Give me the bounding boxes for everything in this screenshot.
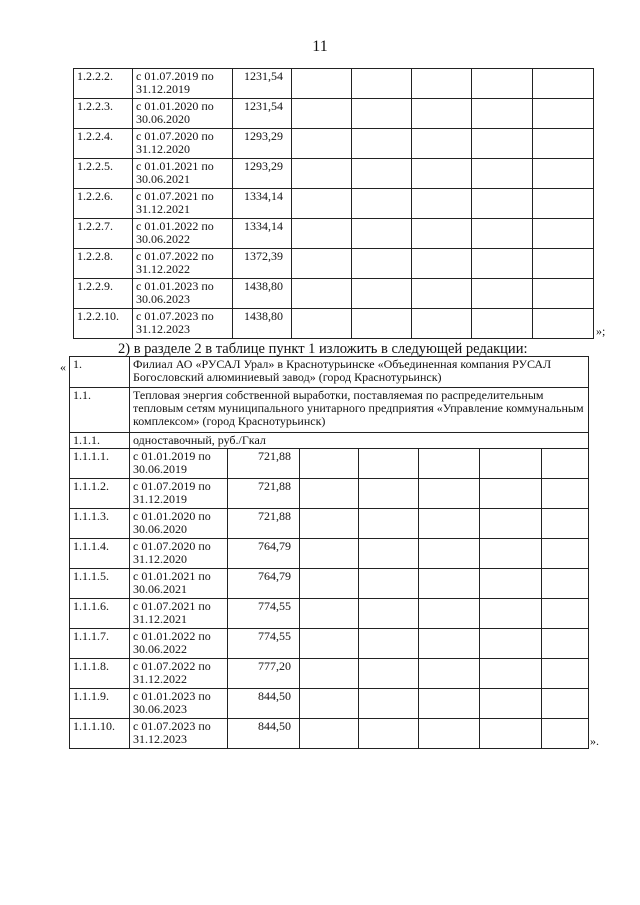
empty-cell — [359, 449, 419, 479]
table-row — [74, 309, 594, 339]
period-cell: с 01.07.2022 по 31.12.2022 — [130, 659, 228, 689]
empty-cell — [480, 629, 542, 659]
row-number-cell: 1.1.1.9. — [70, 689, 130, 719]
empty-cell — [412, 249, 472, 279]
table-row — [70, 479, 589, 509]
empty-cell — [480, 539, 542, 569]
empty-cell — [359, 629, 419, 659]
empty-cell — [472, 159, 533, 189]
empty-cell — [352, 309, 412, 339]
period-cell: с 01.07.2022 по 31.12.2022 — [133, 249, 233, 279]
table-row — [74, 159, 594, 189]
table-row — [70, 539, 589, 569]
empty-cell — [419, 569, 480, 599]
empty-cell — [300, 569, 359, 599]
empty-cell — [480, 599, 542, 629]
empty-cell — [352, 249, 412, 279]
empty-cell — [419, 539, 480, 569]
empty-cell — [419, 509, 480, 539]
period-cell: с 01.01.2021 по 30.06.2021 — [133, 159, 233, 189]
empty-cell — [359, 599, 419, 629]
period-cell: с 01.01.2021 по 30.06.2021 — [130, 569, 228, 599]
period-cell: с 01.01.2019 по 30.06.2019 — [130, 449, 228, 479]
empty-cell — [542, 659, 589, 689]
row-number-cell: 1.1.1.3. — [70, 509, 130, 539]
table-row — [74, 249, 594, 279]
empty-cell — [292, 219, 352, 249]
tariff-value-cell: 1293,29 — [233, 129, 292, 159]
tariff-value-cell: 844,50 — [228, 689, 300, 719]
empty-cell — [480, 659, 542, 689]
tariff-value-cell: 774,55 — [228, 629, 300, 659]
empty-cell — [472, 189, 533, 219]
period-cell: с 01.07.2019 по 31.12.2019 — [133, 69, 233, 99]
tariff-value-cell: 1334,14 — [233, 189, 292, 219]
row-number-cell: 1.1.1.1. — [70, 449, 130, 479]
table-header-row — [70, 433, 589, 449]
empty-cell — [480, 689, 542, 719]
empty-cell — [542, 599, 589, 629]
empty-cell — [480, 719, 542, 749]
tariff-value-cell: 1438,80 — [233, 309, 292, 339]
empty-cell — [359, 719, 419, 749]
empty-cell — [480, 479, 542, 509]
empty-cell — [412, 69, 472, 99]
row-number-cell: 1.2.2.3. — [74, 99, 133, 129]
tariff-value-cell: 721,88 — [228, 449, 300, 479]
section-number-cell: 1.1.1. — [70, 433, 130, 449]
period-cell: с 01.01.2023 по 30.06.2023 — [133, 279, 233, 309]
empty-cell — [533, 309, 594, 339]
empty-cell — [419, 629, 480, 659]
row-number-cell: 1.2.2.10. — [74, 309, 133, 339]
tariff-value-cell: 1231,54 — [233, 69, 292, 99]
table-row — [70, 629, 589, 659]
empty-cell — [419, 719, 480, 749]
empty-cell — [292, 279, 352, 309]
section-number-cell: 1. — [70, 357, 130, 388]
tariff-value-cell: 1372,39 — [233, 249, 292, 279]
section-title-cell: Филиал АО «РУСАЛ Урал» в Краснотурьинске «Объединенная компания РУСАЛ Богословский алюминиевый завод» (город Краснотурьинск) — [130, 357, 589, 388]
opening-quote: « — [60, 360, 66, 374]
empty-cell — [300, 629, 359, 659]
period-cell: с 01.07.2020 по 31.12.2020 — [133, 129, 233, 159]
tariff-table-section2 — [69, 356, 589, 749]
row-number-cell: 1.2.2.8. — [74, 249, 133, 279]
empty-cell — [533, 129, 594, 159]
row-number-cell: 1.1.1.4. — [70, 539, 130, 569]
row-number-cell: 1.2.2.9. — [74, 279, 133, 309]
empty-cell — [419, 599, 480, 629]
empty-cell — [480, 509, 542, 539]
empty-cell — [542, 689, 589, 719]
period-cell: с 01.07.2021 по 31.12.2021 — [130, 599, 228, 629]
table1-closing-mark: »; — [596, 324, 606, 338]
table-row — [74, 189, 594, 219]
row-number-cell: 1.1.1.10. — [70, 719, 130, 749]
period-cell: с 01.01.2022 по 30.06.2022 — [130, 629, 228, 659]
empty-cell — [292, 249, 352, 279]
empty-cell — [359, 659, 419, 689]
empty-cell — [300, 689, 359, 719]
period-cell: с 01.01.2020 по 30.06.2020 — [130, 509, 228, 539]
empty-cell — [533, 159, 594, 189]
row-number-cell: 1.1.1.8. — [70, 659, 130, 689]
empty-cell — [359, 689, 419, 719]
row-number-cell: 1.2.2.7. — [74, 219, 133, 249]
table-row — [70, 509, 589, 539]
empty-cell — [533, 219, 594, 249]
table-row — [74, 99, 594, 129]
empty-cell — [300, 659, 359, 689]
empty-cell — [542, 719, 589, 749]
empty-cell — [292, 309, 352, 339]
table-header-row — [70, 388, 589, 433]
empty-cell — [542, 479, 589, 509]
empty-cell — [419, 449, 480, 479]
tariff-value-cell: 844,50 — [228, 719, 300, 749]
period-cell: с 01.07.2023 по 31.12.2023 — [133, 309, 233, 339]
empty-cell — [352, 159, 412, 189]
tariff-value-cell: 774,55 — [228, 599, 300, 629]
row-number-cell: 1.2.2.4. — [74, 129, 133, 159]
empty-cell — [300, 599, 359, 629]
empty-cell — [480, 449, 542, 479]
tariff-table-continuation — [73, 68, 594, 339]
empty-cell — [352, 279, 412, 309]
tariff-value-cell: 1231,54 — [233, 99, 292, 129]
tariff-value-cell: 721,88 — [228, 509, 300, 539]
period-cell: с 01.07.2020 по 31.12.2020 — [130, 539, 228, 569]
table-row — [74, 129, 594, 159]
row-number-cell: 1.2.2.5. — [74, 159, 133, 189]
table-row — [70, 719, 589, 749]
empty-cell — [472, 279, 533, 309]
empty-cell — [419, 659, 480, 689]
empty-cell — [412, 129, 472, 159]
period-cell: с 01.01.2022 по 30.06.2022 — [133, 219, 233, 249]
empty-cell — [533, 99, 594, 129]
empty-cell — [292, 99, 352, 129]
table-row — [74, 279, 594, 309]
empty-cell — [472, 309, 533, 339]
empty-cell — [412, 219, 472, 249]
empty-cell — [533, 69, 594, 99]
tariff-value-cell: 764,79 — [228, 569, 300, 599]
empty-cell — [300, 539, 359, 569]
table2-closing-mark: ». — [590, 734, 599, 748]
empty-cell — [292, 129, 352, 159]
tariff-value-cell: 721,88 — [228, 479, 300, 509]
table-row — [70, 569, 589, 599]
page-number: 11 — [312, 38, 328, 55]
empty-cell — [412, 279, 472, 309]
empty-cell — [359, 569, 419, 599]
section-title-cell: Тепловая энергия собственной выработки, поставляемая по распределительным тепловым сетям муниципального унитарного предприятия «Управление коммунальным комплексом» (город Краснотурьинск) — [130, 388, 589, 433]
empty-cell — [412, 159, 472, 189]
empty-cell — [542, 539, 589, 569]
empty-cell — [472, 69, 533, 99]
tariff-value-cell: 764,79 — [228, 539, 300, 569]
table-row — [70, 449, 589, 479]
tariff-value-cell: 1438,80 — [233, 279, 292, 309]
table-row — [70, 659, 589, 689]
empty-cell — [412, 309, 472, 339]
empty-cell — [359, 509, 419, 539]
amendment-instruction: 2) в разделе 2 в таблице пункт 1 изложить в следующей редакции: — [118, 341, 528, 357]
empty-cell — [472, 99, 533, 129]
empty-cell — [300, 509, 359, 539]
table-row — [70, 599, 589, 629]
empty-cell — [533, 189, 594, 219]
tariff-value-cell: 1293,29 — [233, 159, 292, 189]
empty-cell — [352, 219, 412, 249]
empty-cell — [472, 129, 533, 159]
row-number-cell: 1.1.1.7. — [70, 629, 130, 659]
empty-cell — [292, 69, 352, 99]
period-cell: с 01.07.2023 по 31.12.2023 — [130, 719, 228, 749]
empty-cell — [292, 189, 352, 219]
empty-cell — [533, 249, 594, 279]
empty-cell — [359, 539, 419, 569]
empty-cell — [292, 159, 352, 189]
empty-cell — [542, 569, 589, 599]
empty-cell — [352, 69, 412, 99]
period-cell: с 01.01.2020 по 30.06.2020 — [133, 99, 233, 129]
table-row — [70, 689, 589, 719]
period-cell: с 01.07.2021 по 31.12.2021 — [133, 189, 233, 219]
tariff-value-cell: 777,20 — [228, 659, 300, 689]
row-number-cell: 1.2.2.6. — [74, 189, 133, 219]
table-row — [74, 69, 594, 99]
period-cell: с 01.01.2023 по 30.06.2023 — [130, 689, 228, 719]
row-number-cell: 1.1.1.6. — [70, 599, 130, 629]
empty-cell — [300, 479, 359, 509]
empty-cell — [480, 569, 542, 599]
empty-cell — [300, 719, 359, 749]
empty-cell — [352, 99, 412, 129]
empty-cell — [352, 189, 412, 219]
empty-cell — [542, 629, 589, 659]
empty-cell — [352, 129, 412, 159]
row-number-cell: 1.2.2.2. — [74, 69, 133, 99]
row-number-cell: 1.1.1.2. — [70, 479, 130, 509]
empty-cell — [412, 189, 472, 219]
table-row — [74, 219, 594, 249]
tariff-value-cell: 1334,14 — [233, 219, 292, 249]
empty-cell — [542, 449, 589, 479]
table-header-row — [70, 357, 589, 388]
period-cell: с 01.07.2019 по 31.12.2019 — [130, 479, 228, 509]
empty-cell — [419, 479, 480, 509]
empty-cell — [542, 509, 589, 539]
section-title-cell: одноставочный, руб./Гкал — [130, 433, 589, 449]
row-number-cell: 1.1.1.5. — [70, 569, 130, 599]
empty-cell — [533, 279, 594, 309]
section-number-cell: 1.1. — [70, 388, 130, 433]
empty-cell — [472, 219, 533, 249]
empty-cell — [412, 99, 472, 129]
empty-cell — [300, 449, 359, 479]
empty-cell — [472, 249, 533, 279]
empty-cell — [359, 479, 419, 509]
empty-cell — [419, 689, 480, 719]
